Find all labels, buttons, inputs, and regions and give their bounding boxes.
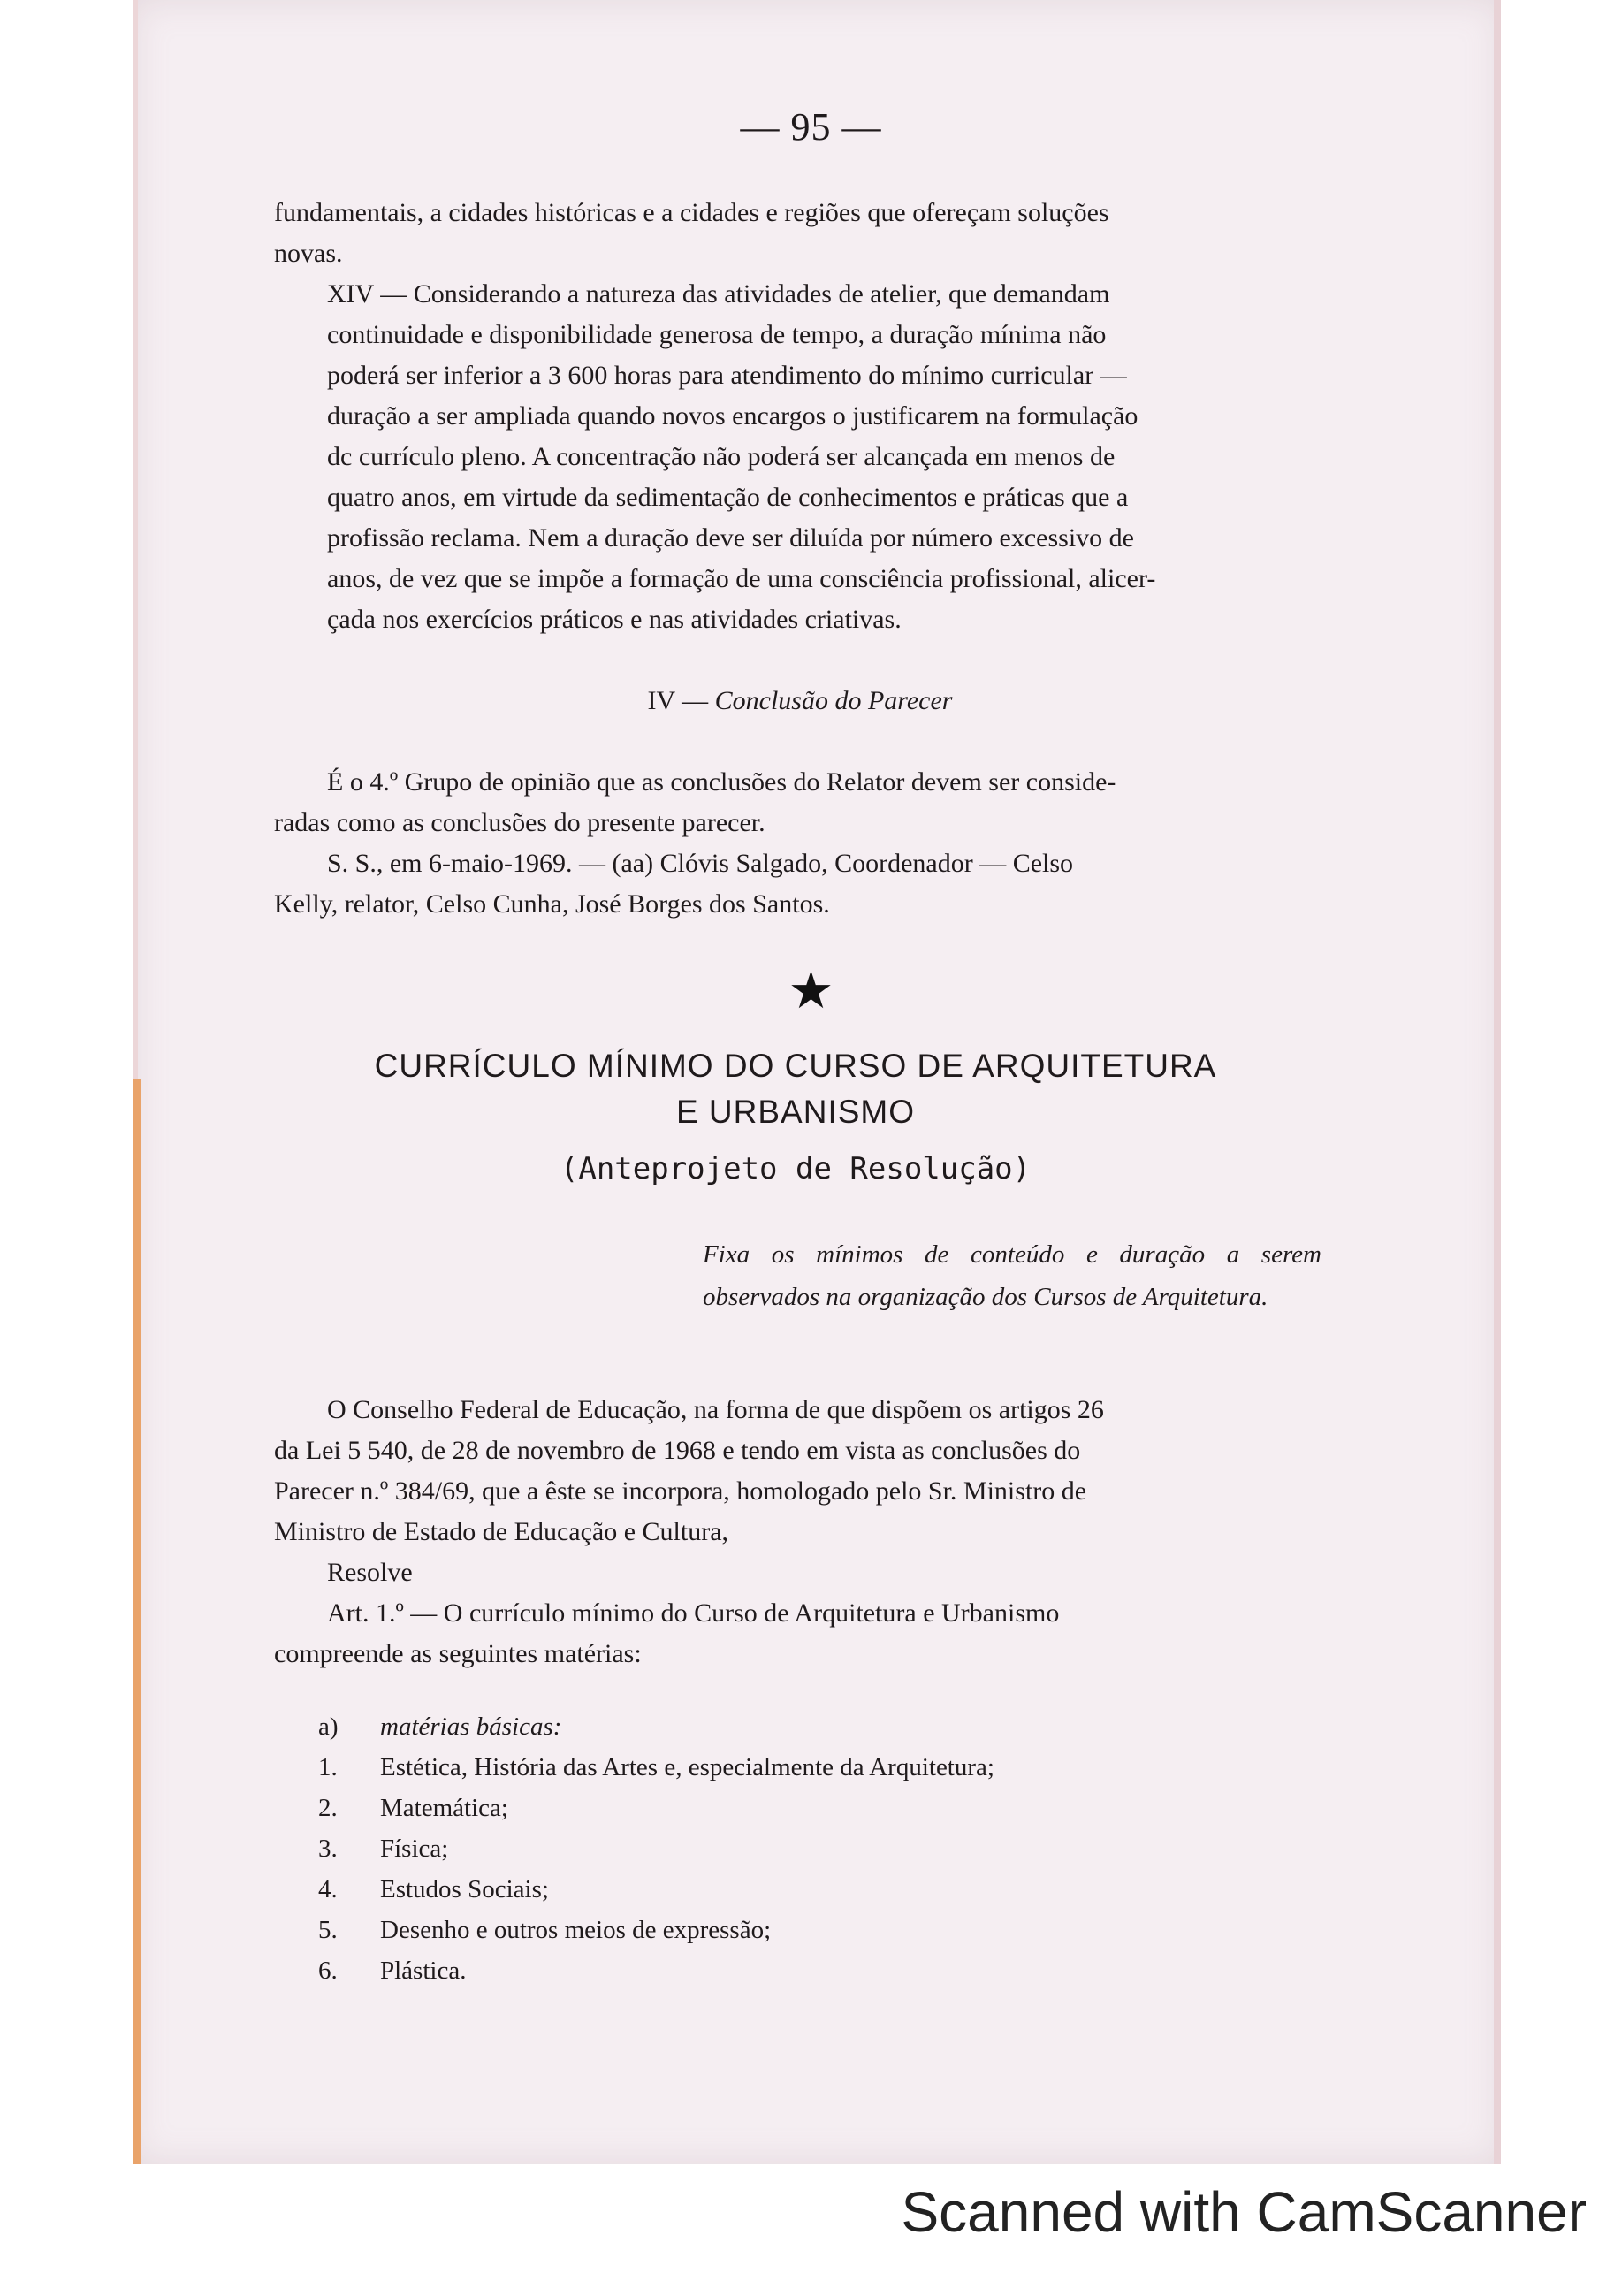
list-marker: 5. [318, 1916, 338, 1944]
text-line: Resolve [327, 1558, 413, 1587]
text-line: anos, de vez que se impõe a formação de uma consciência profissional, alicer- [327, 564, 1156, 593]
text-line: É o 4.º Grupo de opinião que as conclusões do Relator devem ser conside- [327, 767, 1116, 797]
list-item [318, 1910, 1291, 1950]
page-edge-left [133, 0, 138, 1079]
list-item-text: Estudos Sociais; [380, 1875, 549, 1903]
paragraph-conclusion [274, 762, 1326, 843]
list-heading [318, 1706, 1291, 1747]
conclusion-block [274, 762, 1326, 925]
text-line: Parecer n.º 384/69, que a êste se incorpora, homologado pelo Sr. Ministro de [274, 1476, 1087, 1506]
star-icon: ★ [788, 962, 834, 1019]
list-marker: 4. [318, 1875, 338, 1903]
camscanner-watermark: Scanned with CamScanner [901, 2180, 1587, 2244]
text-line: quatro anos, em virtude da sedimentação de conhecimentos e práticas que a [327, 483, 1129, 512]
text-line: O Conselho Federal de Educação, na forma de que dispõem os artigos 26 [327, 1395, 1104, 1424]
resolution-block [274, 1390, 1326, 1674]
text-line: novas. [274, 239, 343, 268]
title-line: E URBANISMO [675, 1094, 916, 1130]
text-line: çada nos exercícios práticos e nas atividades criativas. [327, 605, 902, 634]
section-heading [274, 686, 1326, 716]
paragraph-continuation [274, 193, 1326, 274]
text-line: radas como as conclusões do presente parecer. [274, 808, 765, 837]
subject-list [318, 1706, 1291, 1991]
text-line: duração a ser ampliada quando novos encargos o justificarem na formulação [327, 401, 1138, 431]
section-title: Conclusão do Parecer [714, 686, 953, 715]
paragraph-resolve [274, 1552, 1326, 1593]
text-line: poderá ser inferior a 3 600 horas para atendimento do mínimo curricular — [327, 361, 1127, 390]
list-marker: 3. [318, 1835, 338, 1863]
paragraph-council [274, 1390, 1326, 1552]
list-marker: 2. [318, 1794, 338, 1822]
list-heading-text: matérias básicas: [380, 1712, 562, 1741]
top-text-block [274, 193, 1326, 640]
page-edge-right [1494, 0, 1501, 2164]
title-line: CURRÍCULO MÍNIMO DO CURSO DE ARQUITETURA [374, 1048, 1217, 1084]
list-item-text: Física; [380, 1835, 449, 1863]
list-item [318, 1788, 1291, 1828]
epigraph: Fixa os mínimos de conteúdo e duração a serem observados na organização dos Cursos de Arquitetura. [703, 1240, 1321, 1311]
text-line: Art. 1.º — O currículo mínimo do Curso de Arquitetura e Urbanismo [327, 1598, 1060, 1628]
section-numeral: IV — [647, 686, 709, 715]
list-item-text: Matemática; [380, 1794, 508, 1822]
page-number: — 95 — [740, 105, 882, 149]
list-marker: 6. [318, 1957, 338, 1985]
paragraph-xiv [274, 274, 1326, 640]
list-item [318, 1869, 1291, 1910]
list-item [318, 1747, 1291, 1788]
text-line: S. S., em 6-maio-1969. — (aa) Clóvis Salgado, Coordenador — Celso [327, 849, 1074, 878]
resolution-title [265, 1043, 1326, 1135]
list-item [318, 1828, 1291, 1869]
text-line: XIV — Considerando a natureza das atividades de atelier, que demandam [327, 279, 1110, 309]
text-line: profissão reclama. Nem a duração deve ser diluída por número excessivo de [327, 523, 1134, 553]
list-item-text: Estética, História das Artes e, especialmente da Arquitetura; [380, 1753, 994, 1781]
list-marker: a) [318, 1712, 339, 1741]
paragraph-article-1 [274, 1593, 1326, 1674]
paragraph-signatures [274, 843, 1326, 925]
text-line: fundamentais, a cidades históricas e a cidades e regiões que ofereçam soluções [274, 198, 1109, 227]
list-item-text: Desenho e outros meios de expressão; [380, 1916, 772, 1944]
list-item-text: Plástica. [380, 1957, 467, 1985]
text-line: dc currículo pleno. A concentração não poderá ser alcançada em menos de [327, 442, 1116, 471]
text-line: compreende as seguintes matérias: [274, 1639, 642, 1668]
list-marker: 1. [318, 1753, 338, 1781]
page-edge-left-lower [133, 1079, 141, 2164]
list-item [318, 1950, 1291, 1991]
text-line: Ministro de Estado de Educação e Cultura, [274, 1517, 729, 1546]
text-line: continuidade e disponibilidade generosa de tempo, a duração mínima não [327, 320, 1107, 349]
resolution-subtitle: (Anteprojeto de Resolução) [560, 1151, 1032, 1186]
text-line: da Lei 5 540, de 28 de novembro de 1968 e tendo em vista as conclusões do [274, 1436, 1081, 1465]
text-line: Kelly, relator, Celso Cunha, José Borges dos Santos. [274, 889, 830, 919]
